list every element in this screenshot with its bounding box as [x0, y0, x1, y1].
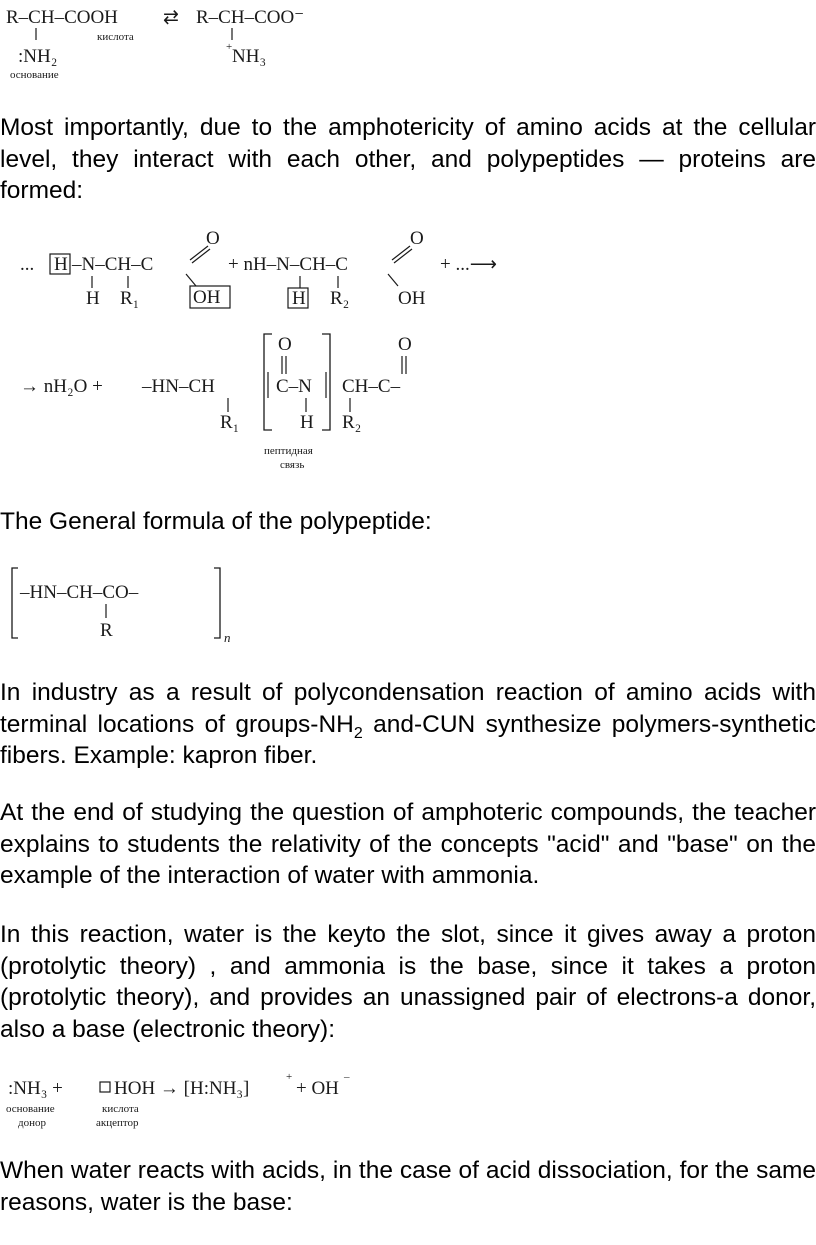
hydrogen-1: H — [86, 288, 100, 309]
amino-acid-equilibrium-figure — [0, 0, 360, 86]
hydroxyl-2: OH — [398, 288, 426, 309]
water-reaction: HOH → [H:NH₃] — [114, 1078, 250, 1099]
ammonium-group: NH₃ — [232, 46, 267, 67]
peptide-carbonyl-oxygen: O — [278, 334, 292, 355]
hydroxide-charge: – — [344, 1071, 350, 1083]
plus-charge: + — [226, 41, 233, 53]
n-h-chain-2: + nH–N–CH–C — [228, 254, 348, 275]
peptide-bond-label-2: связь — [280, 459, 305, 471]
boxed-hydrogen-2: H — [292, 288, 306, 309]
ammonia-formula: :NH₃ + — [8, 1078, 63, 1099]
peptide-bond-label: пептидная — [264, 445, 313, 457]
r1-substituent: R₁ — [120, 288, 140, 309]
r2-line2: R₂ — [342, 412, 362, 433]
ellipsis: ... — [20, 254, 35, 275]
paragraph-water-base: When water reacts with acids, in the case of acid dissociation, for the same reasons, water is the base: — [0, 1157, 816, 1216]
peptide-bond: C–N — [276, 376, 312, 397]
zwitterion-formula: R–CH–COO⁻ — [196, 7, 305, 28]
acid-label: кислота — [97, 31, 134, 43]
carbonyl-oxygen-2: O — [410, 228, 424, 249]
r2-substituent: R₂ — [330, 288, 350, 309]
nh2-subscript: 2 — [353, 724, 363, 742]
acid-label-2: кислота — [102, 1103, 139, 1115]
donor-label: донор — [18, 1117, 46, 1129]
paragraph-industry — [0, 677, 816, 772]
peptide-chain-end: CH–C– — [342, 376, 401, 397]
hydrogen-line2: H — [300, 412, 314, 433]
ammonium-charge: + — [286, 1071, 293, 1083]
amino-acid-1-chain: –N–CH–C — [72, 254, 154, 275]
base-label: основание — [10, 69, 59, 81]
boxed-hydroxyl: OH — [193, 287, 221, 308]
polypeptide-chain: –HN–CH–CO– — [20, 582, 139, 603]
paragraph-general-formula: The General formula of the polypeptide: — [0, 508, 432, 535]
carbonyl-oxygen-1: O — [206, 228, 220, 249]
water-elimination: → nH₂O + — [20, 376, 103, 397]
paragraph-amphotericity: Most importantly, due to the amphotericity of amino acids at the cellular level, they interact with each other, and polypeptides — proteins are formed: — [0, 114, 816, 204]
boxed-hydrogen: H — [54, 254, 68, 275]
peptide-formation-figure — [0, 222, 540, 484]
paragraph-industry-text-a: In industry as a result of polycondensation reaction of amino acids with terminal locations of groups-NH — [0, 679, 816, 738]
equilibrium-arrow: ⇄ — [163, 7, 179, 28]
continuation-arrow: + ...⟶ — [440, 254, 497, 275]
hydroxide: + OH — [296, 1078, 339, 1099]
acid-form-formula: R–CH–COOH — [6, 7, 118, 28]
paragraph-protolytic-theory: In this reaction, water is the keyto the slot, since it gives away a proton (protolytic theory) , and ammonia is the base, since it takes a proton (protolytic theory), and provides an unassigned pair of electrons-a donor, also a base (electronic theory): — [0, 921, 816, 1043]
terminal-carbonyl-oxygen: O — [398, 334, 412, 355]
paragraph-acid-base-relativity: At the end of studying the question of amphoteric compounds, the teacher explains to students the relativity of the concepts "acid" and "base" on the example of the interaction of water with ammonia. — [0, 799, 816, 889]
acceptor-label: акцептор — [96, 1117, 139, 1129]
general-formula-figure — [0, 560, 260, 650]
r-group: R — [100, 620, 113, 641]
r1-line2: R₁ — [220, 412, 240, 433]
amino-group-base: :NH₂ — [18, 46, 58, 67]
base-label-2: основание — [6, 1103, 55, 1115]
ammonia-water-figure — [0, 1068, 380, 1132]
paragraph-industry-text-b: and-CUN synthesize polymers-synthetic fibers. Example: kapron fiber. — [0, 710, 816, 769]
peptide-chain-start: –HN–CH — [142, 376, 215, 397]
subscript-n: n — [224, 630, 231, 645]
